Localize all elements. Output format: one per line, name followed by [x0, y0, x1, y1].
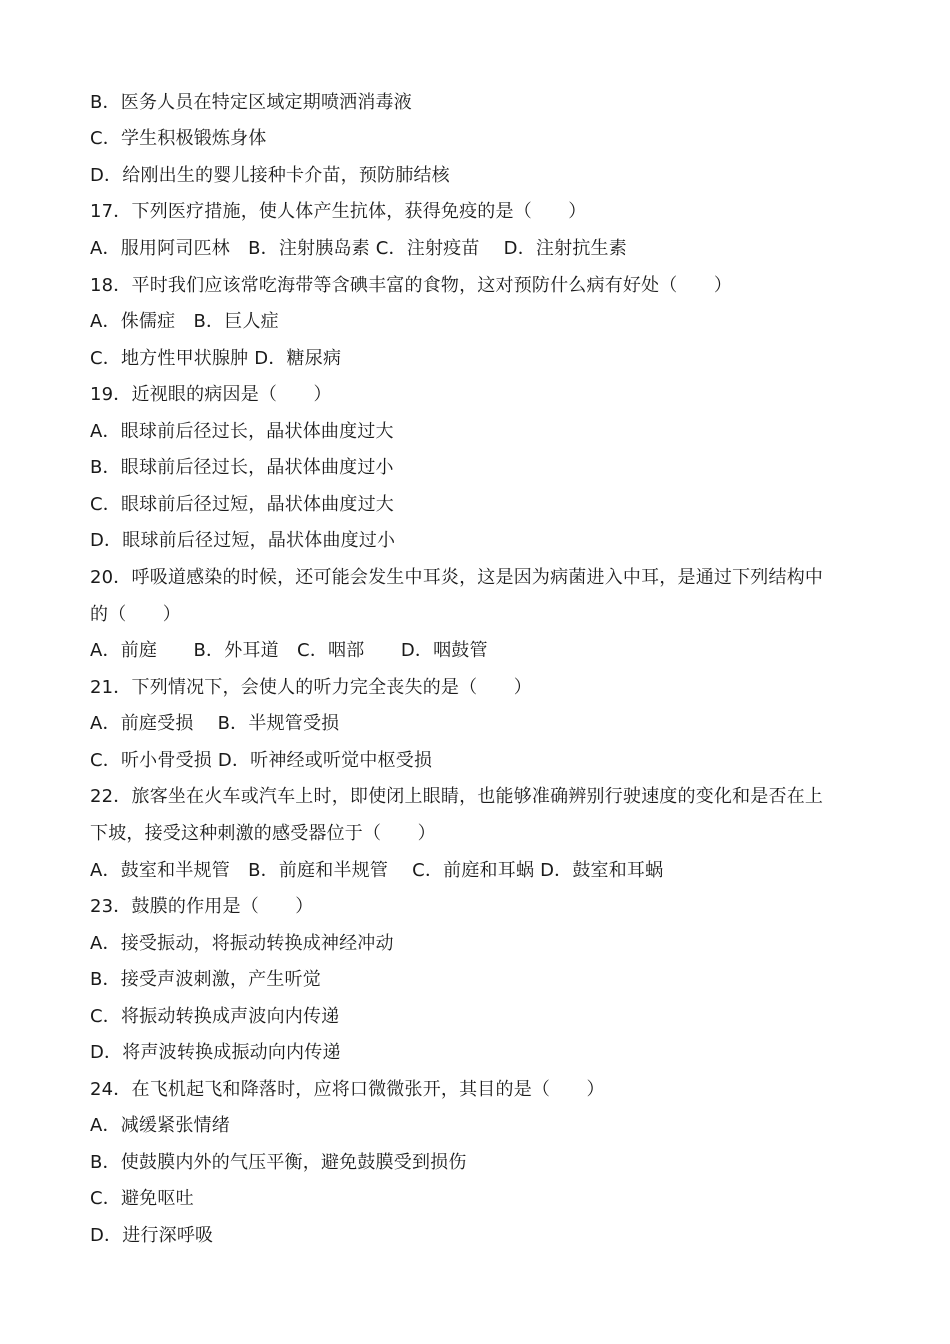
- option-19b: B．眼球前后径过长，晶状体曲度过小: [90, 457, 394, 478]
- question-24: 24．在飞机起飞和降落时，应将口微微张开，其目的是（ ）: [90, 1079, 605, 1100]
- question-17: 17．下列医疗措施，使人体产生抗体，获得免疫的是（ ）: [90, 201, 587, 222]
- options-21-cd: C．听小骨受损 D．听神经或听觉中枢受损: [90, 750, 433, 771]
- question-19: 19．近视眼的病因是（ ）: [90, 384, 332, 405]
- options-17: A．服用阿司匹林 B．注射胰岛素 C．注射疫苗 D．注射抗生素: [90, 238, 627, 259]
- question-20: 20．呼吸道感染的时候，还可能会发生中耳炎，这是因为病菌进入中耳，是通过下列结构中: [90, 567, 824, 588]
- question-22-cont: 下坡，接受这种刺激的感受器位于（ ）: [90, 823, 436, 844]
- options-18-cd: C．地方性甲状腺肿 D．糖尿病: [90, 348, 342, 369]
- options-22: A．鼓室和半规管 B．前庭和半规管 C．前庭和耳蜗 D．鼓室和耳蜗: [90, 860, 664, 881]
- option-19c: C．眼球前后径过短，晶状体曲度过大: [90, 494, 394, 515]
- option-24b: B．使鼓膜内外的气压平衡，避免鼓膜受到损伤: [90, 1152, 467, 1173]
- option-16b: B．医务人员在特定区域定期喷洒消毒液: [90, 92, 412, 113]
- options-20: A．前庭 B．外耳道 C．咽部 D．咽鼓管: [90, 640, 488, 661]
- question-22: 22．旅客坐在火车或汽车上时，即使闭上眼睛，也能够准确辨别行驶速度的变化和是否在上: [90, 786, 824, 807]
- option-24c: C．避免呕吐: [90, 1188, 194, 1209]
- option-24d: D．进行深呼吸: [90, 1225, 214, 1246]
- option-23c: C．将振动转换成声波向内传递: [90, 1006, 340, 1027]
- option-24a: A．减缓紧张情绪: [90, 1115, 230, 1136]
- options-18-ab: A．侏儒症 B．巨人症: [90, 311, 279, 332]
- option-16c: C．学生积极锻炼身体: [90, 128, 267, 149]
- question-23: 23．鼓膜的作用是（ ）: [90, 896, 314, 917]
- question-21: 21．下列情况下，会使人的听力完全丧失的是（ ）: [90, 677, 532, 698]
- option-19a: A．眼球前后径过长，晶状体曲度过大: [90, 421, 394, 442]
- options-21-ab: A．前庭受损 B．半规管受损: [90, 713, 340, 734]
- question-18: 18．平时我们应该常吃海带等含碘丰富的食物，这对预防什么病有好处（ ）: [90, 275, 733, 296]
- option-23d: D．将声波转换成振动向内传递: [90, 1042, 341, 1063]
- option-16d: D．给刚出生的婴儿接种卡介苗，预防肺结核: [90, 165, 450, 186]
- option-23b: B．接受声波刺激，产生听觉: [90, 969, 321, 990]
- question-20-cont: 的（ ）: [90, 604, 181, 625]
- option-19d: D．眼球前后径过短，晶状体曲度过小: [90, 530, 396, 551]
- option-23a: A．接受振动，将振动转换成神经冲动: [90, 933, 394, 954]
